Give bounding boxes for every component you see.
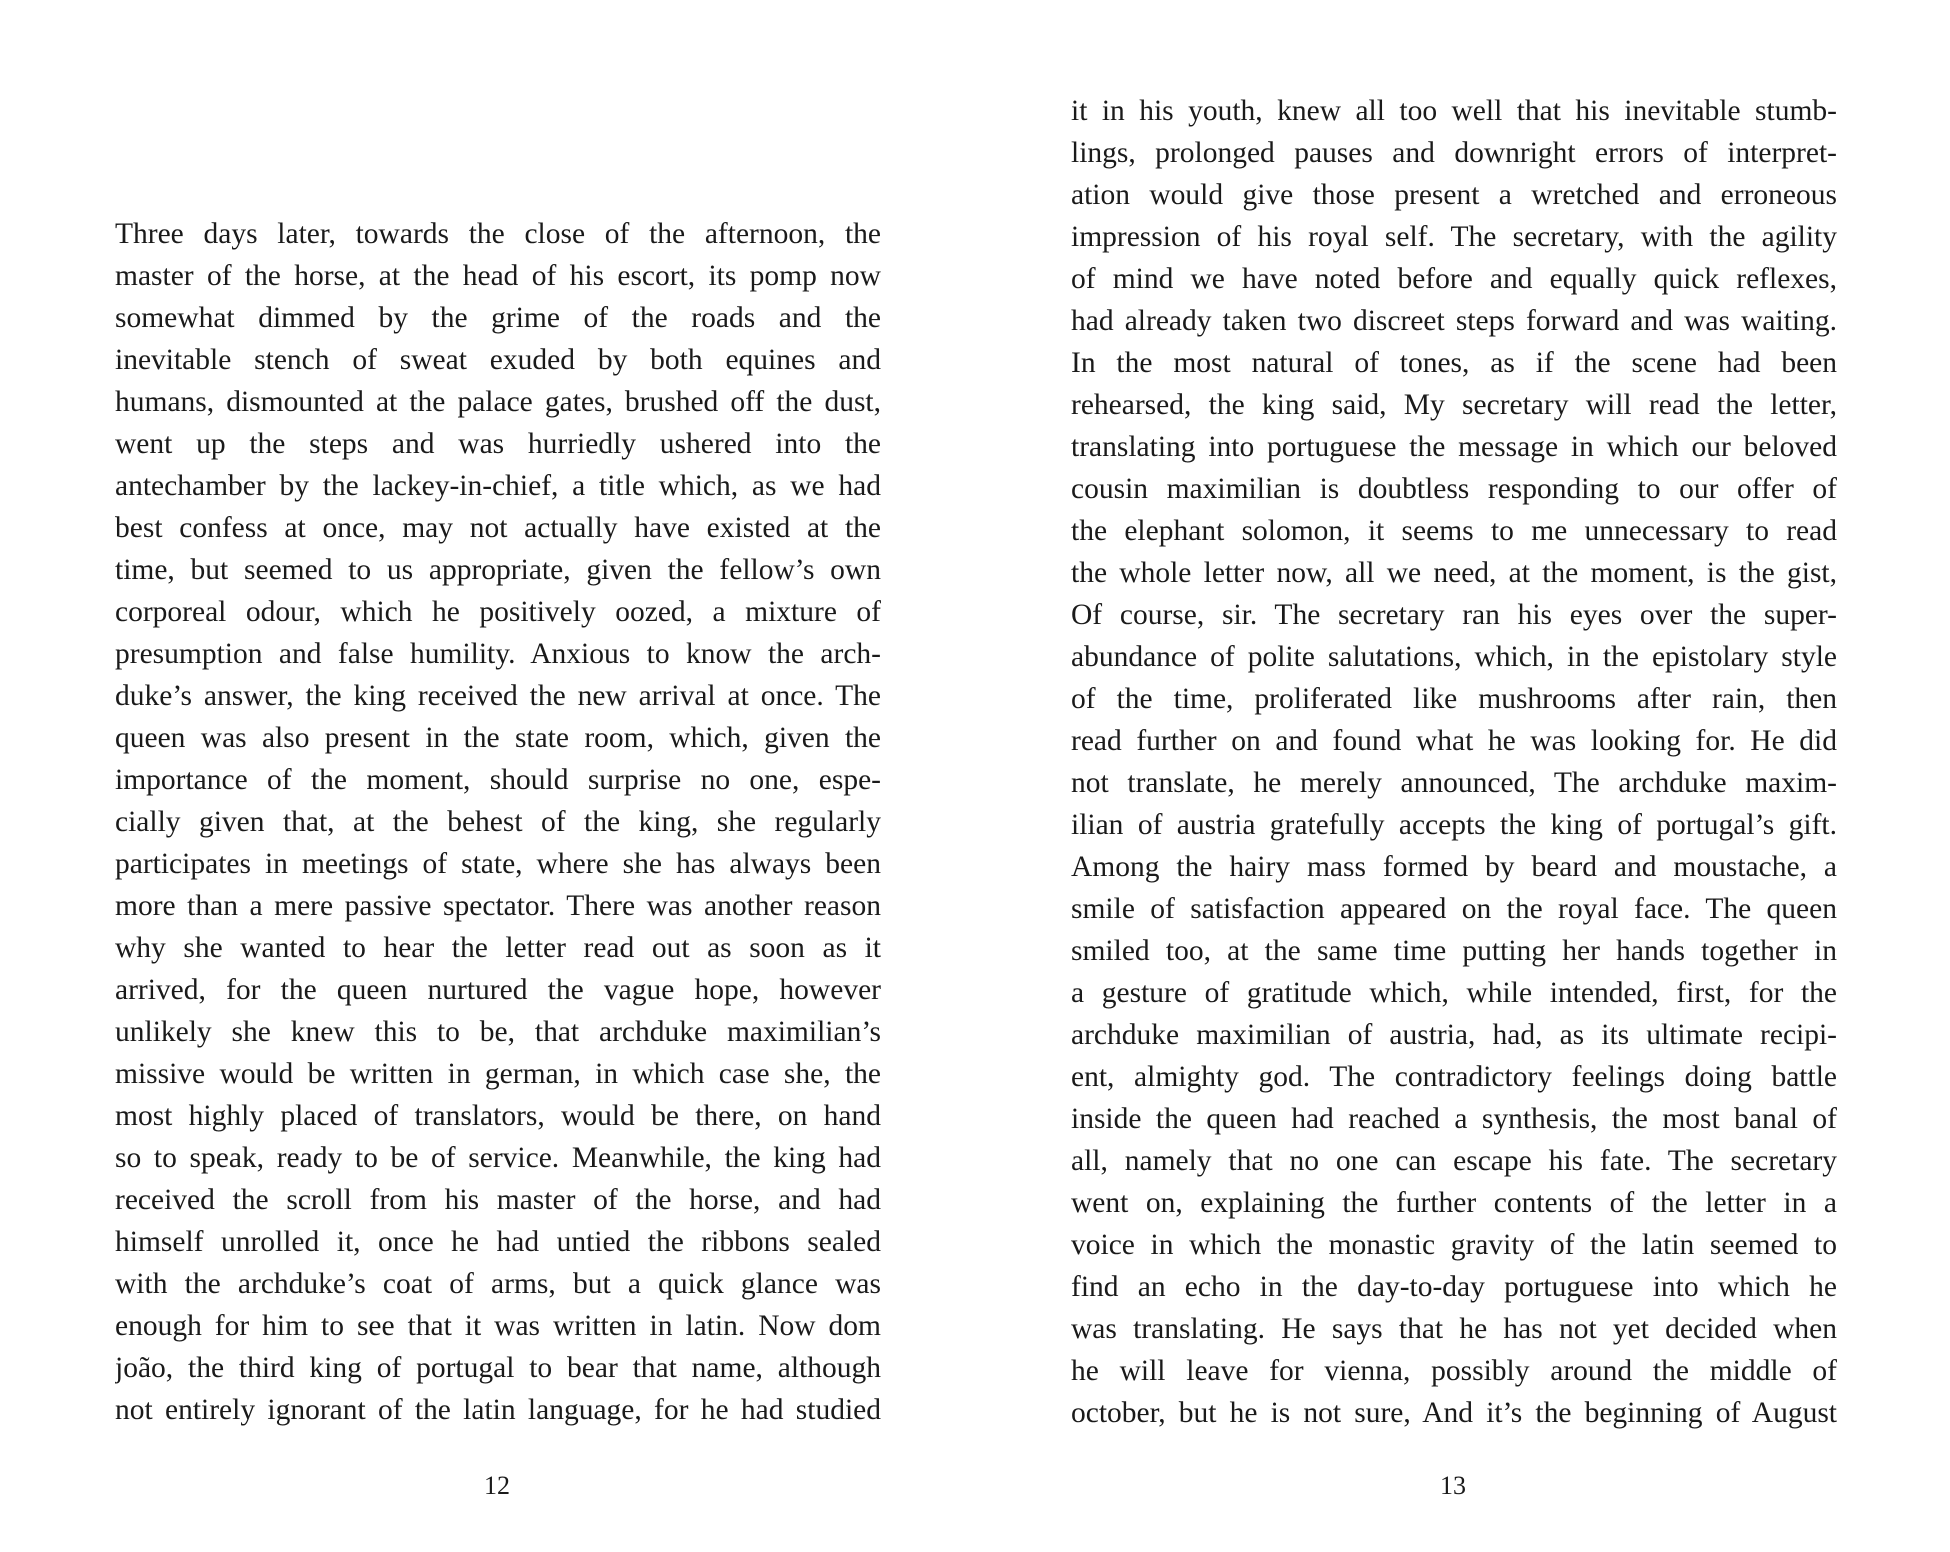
text-line: lings, prolonged pauses and downright errors of interpret-: [1071, 137, 1837, 169]
text-line: ilian of austria gratefully accepts the king of portugal’s gift.: [1071, 809, 1837, 841]
text-line: the elephant solomon, it seems to me unnecessary to read: [1071, 515, 1837, 547]
text-line: a gesture of gratitude which, while intended, first, for the: [1071, 977, 1837, 1009]
text-line: arrived, for the queen nurtured the vague hope, however: [115, 974, 881, 1006]
text-line: he will leave for vienna, possibly around the middle of: [1071, 1355, 1837, 1387]
text-line: duke’s answer, the king received the new arrival at once. The: [115, 680, 881, 712]
text-line: ation would give those present a wretched and erroneous: [1071, 179, 1837, 211]
text-line: Of course, sir. The secretary ran his eyes over the super-: [1071, 599, 1837, 631]
text-line: importance of the moment, should surprise no one, espe-: [115, 764, 881, 796]
text-line: inevitable stench of sweat exuded by both equines and: [115, 344, 881, 376]
text-line: all, namely that no one can escape his fate. The secretary: [1071, 1145, 1837, 1177]
text-line: missive would be written in german, in which case she, the: [115, 1058, 881, 1090]
text-line: was translating. He says that he has not yet decided when: [1071, 1313, 1837, 1345]
text-line: translating into portuguese the message in which our beloved: [1071, 431, 1837, 463]
text-line: Among the hairy mass formed by beard and moustache, a: [1071, 851, 1837, 883]
text-line: why she wanted to hear the letter read out as soon as it: [115, 932, 881, 964]
text-line: the whole letter now, all we need, at the moment, is the gist,: [1071, 557, 1837, 589]
text-line: abundance of polite salutations, which, in the epistolary style: [1071, 641, 1837, 673]
text-line: Three days later, towards the close of the afternoon, the: [115, 218, 881, 250]
text-line: corporeal odour, which he positively oozed, a mixture of: [115, 596, 881, 628]
text-line: cousin maximilian is doubtless responding to our offer of: [1071, 473, 1837, 505]
text-line: time, but seemed to us appropriate, given the fellow’s own: [115, 554, 881, 586]
text-line: smiled too, at the same time putting her hands together in: [1071, 935, 1837, 967]
text-line: more than a mere passive spectator. There was another reason: [115, 890, 881, 922]
text-line: of the time, proliferated like mushrooms after rain, then: [1071, 683, 1837, 715]
right-page-body-text: [1071, 90, 1837, 1434]
text-line: went up the steps and was hurriedly ushered into the: [115, 428, 881, 460]
text-line: participates in meetings of state, where she has always been: [115, 848, 881, 880]
text-line: archduke maximilian of austria, had, as its ultimate recipi-: [1071, 1019, 1837, 1051]
text-line: unlikely she knew this to be, that archduke maximilian’s: [115, 1016, 881, 1048]
right-page-number: 13: [1440, 1471, 1466, 1500]
text-line: so to speak, ready to be of service. Meanwhile, the king had: [115, 1142, 881, 1174]
text-line: voice in which the monastic gravity of the latin seemed to: [1071, 1229, 1837, 1261]
text-line: it in his youth, knew all too well that his inevitable stumb-: [1071, 95, 1837, 127]
text-line: had already taken two discreet steps forward and was waiting.: [1071, 305, 1837, 337]
text-line: of mind we have noted before and equally quick reflexes,: [1071, 263, 1837, 295]
text-line: queen was also present in the state room, which, given the: [115, 722, 881, 754]
text-line: presumption and false humility. Anxious to know the arch-: [115, 638, 881, 670]
text-line: impression of his royal self. The secretary, with the agility: [1071, 221, 1837, 253]
left-page-number: 12: [484, 1471, 510, 1500]
text-line: inside the queen had reached a synthesis, the most banal of: [1071, 1103, 1837, 1135]
text-line: find an echo in the day-to-day portuguese into which he: [1071, 1271, 1837, 1303]
text-line: smile of satisfaction appeared on the royal face. The queen: [1071, 893, 1837, 925]
text-line: humans, dismounted at the palace gates, brushed off the dust,: [115, 386, 881, 418]
right-page: [975, 0, 1950, 1552]
text-line: not entirely ignorant of the latin language, for he had studied: [115, 1394, 881, 1426]
text-line: In the most natural of tones, as if the scene had been: [1071, 347, 1837, 379]
text-line: rehearsed, the king said, My secretary will read the letter,: [1071, 389, 1837, 421]
text-line: received the scroll from his master of the horse, and had: [115, 1184, 881, 1216]
left-page-body-text: [115, 213, 881, 1431]
text-line: ent, almighty god. The contradictory feelings doing battle: [1071, 1061, 1837, 1093]
text-line: read further on and found what he was looking for. He did: [1071, 725, 1837, 757]
text-line: with the archduke’s coat of arms, but a quick glance was: [115, 1268, 881, 1300]
text-line: not translate, he merely announced, The archduke maxim-: [1071, 767, 1837, 799]
text-line: enough for him to see that it was written in latin. Now dom: [115, 1310, 881, 1342]
text-line: october, but he is not sure, And it’s the beginning of August: [1071, 1397, 1837, 1429]
text-line: master of the horse, at the head of his escort, its pomp now: [115, 260, 881, 292]
text-line: joão, the third king of portugal to bear that name, although: [115, 1352, 881, 1384]
text-line: himself unrolled it, once he had untied the ribbons sealed: [115, 1226, 881, 1258]
text-line: most highly placed of translators, would be there, on hand: [115, 1100, 881, 1132]
text-line: best confess at once, may not actually have existed at the: [115, 512, 881, 544]
text-line: somewhat dimmed by the grime of the roads and the: [115, 302, 881, 334]
text-line: went on, explaining the further contents of the letter in a: [1071, 1187, 1837, 1219]
text-line: cially given that, at the behest of the king, she regularly: [115, 806, 881, 838]
text-line: antechamber by the lackey-in-chief, a title which, as we had: [115, 470, 881, 502]
